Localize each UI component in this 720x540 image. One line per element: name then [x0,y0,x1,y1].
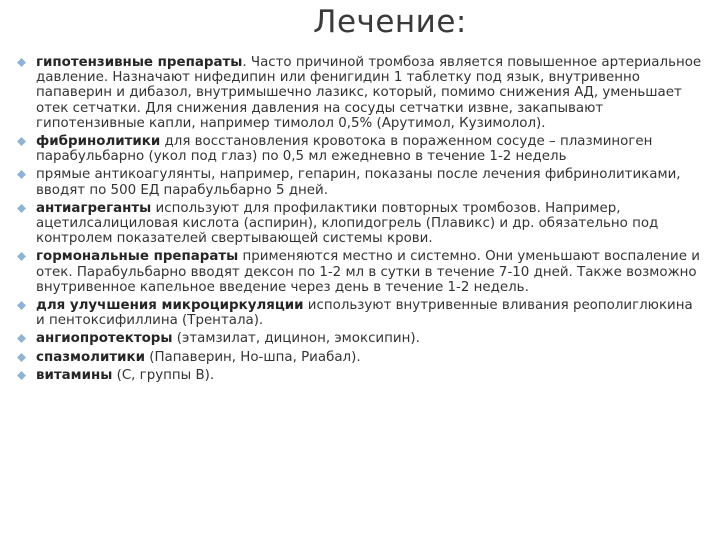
diamond-bullet-icon [17,170,26,179]
slide-title: Лечение: [313,4,467,40]
item-text: применяются местно и системно. Они уменьшают воспаление и отек. Парабульбарно вводят дексон по 1-2 мл в сутки в течение 7-10 дней. Также возможно внутривенное капельное введение через день в течение 1-2 недель. [36,249,700,295]
item-text: для восстановления кровотока в пораженном сосуде – плазминоген парабульбарно (укол под глаз) по 0,5 мл ежедневно в течение 1-2 недель [36,134,653,165]
list-item [14,167,704,197]
item-keyword: витамины [36,367,113,383]
diamond-bullet-icon [17,252,26,261]
item-keyword: гипотензивные препараты [36,55,243,70]
list-item [14,350,704,365]
item-keyword: гормональные препараты [36,249,239,265]
item-keyword: антиагреганты [36,200,152,216]
list-item [14,249,704,295]
diamond-bullet-icon [17,371,26,380]
list-item [14,368,704,383]
bullet-list [14,55,704,386]
list-item [14,55,704,131]
item-text: (этамзилат, дицинон, эмоксипин). [172,331,420,347]
list-item [14,134,704,164]
item-text: прямые антикоагулянты, например, гепарин, показаны после лечения фибринолитиками, вводят по 500 ЕД парабульбарно 5 дней. [36,167,681,198]
diamond-bullet-icon [17,58,26,67]
list-item [14,331,704,346]
diamond-bullet-icon [17,137,26,146]
item-text: (Папаверин, Но-шпа, Риабал). [144,349,361,365]
item-text: используют внутривенные вливания реополиглюкина и пентоксифиллина (Трентала). [36,298,693,329]
item-keyword: фибринолитики [36,134,161,150]
item-text: . Часто причиной тромбоза является повышенное артериальное давление. Назначают нифедипин или фенигидин 1 таблетку под язык, внутривенно папаверин и дибазол, внутримышечно лазикс, который, помимо снижения АД, уменьшает отек сетчатки. Для снижения давления на сосуды сетчатки извне, закапывают гипотензивные капли, например тимолол 0,5% (Арутимол, Кузимолол). [36,55,702,131]
item-text: используют для профилактики повторных тромбозов. Например, ацетилсалициловая кислота (аспирин), клопидогрель (Плавикс) и др. обязательно под контролем показателей свертывающей системы крови. [36,200,659,247]
item-text: (С, группы В). [112,367,215,383]
diamond-bullet-icon [17,353,26,362]
diamond-bullet-icon [17,204,26,213]
item-keyword: спазмолитики [36,349,145,365]
list-item [14,298,704,328]
item-keyword: для улучшения микроциркуляции [36,298,304,314]
diamond-bullet-icon [17,301,26,310]
list-item [14,201,704,247]
diamond-bullet-icon [17,334,26,343]
item-keyword: ангиопротекторы [36,331,173,347]
